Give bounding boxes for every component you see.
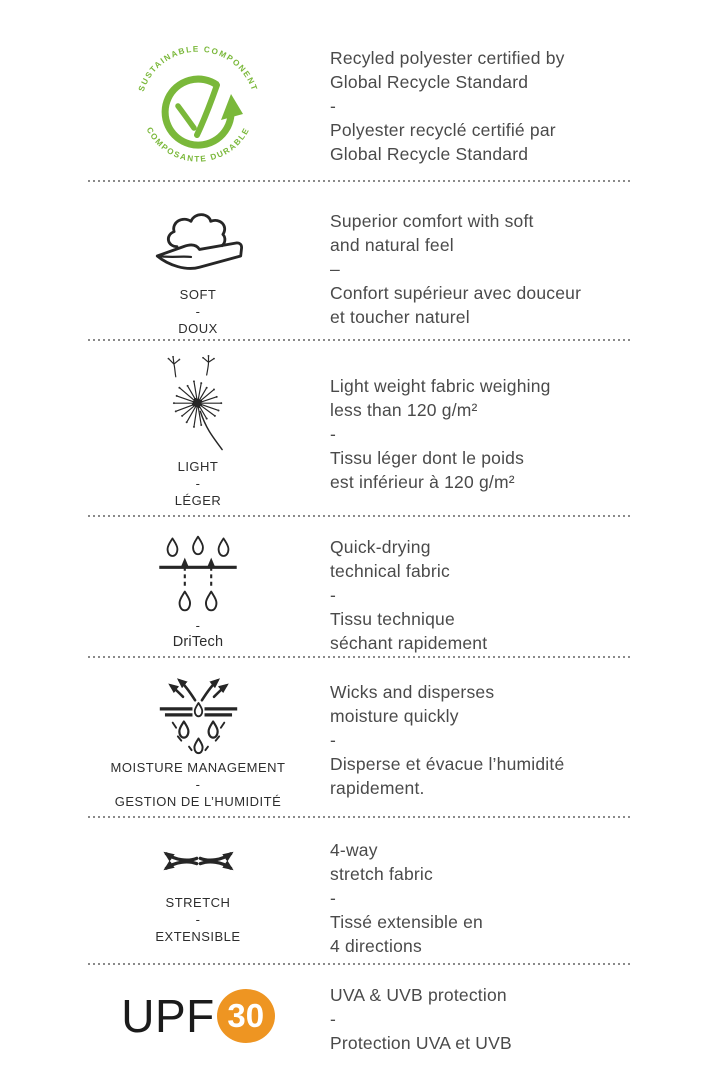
feature-text-line: Quick-drying (330, 537, 431, 557)
water-droplets-icon (154, 531, 242, 615)
feature-description (330, 182, 632, 339)
product-features-panel (88, 0, 632, 1080)
feature-text-line: Wicks and disperses (330, 682, 495, 702)
feature-text-line: Superior comfort with soft (330, 211, 534, 231)
icon-label: MOISTURE MANAGEMENT (110, 760, 286, 775)
stretch-arrows-icon (151, 836, 246, 886)
feature-text-line: et toucher naturel (330, 307, 470, 327)
feature-text-line: Polyester recyclé certifié par (330, 120, 556, 140)
feature-text-line: Tissé extensible en (330, 912, 483, 932)
feature-text-separator: - (330, 424, 337, 444)
icon-labels (155, 894, 240, 945)
arc-text-top: SUSTAINABLE COMPONENT (136, 44, 260, 93)
feature-description (330, 658, 632, 816)
feature-text-line: Recyled polyester certified by (330, 48, 565, 68)
moisture-arrows-icon (151, 671, 246, 757)
feature-text-line: Tissu technique (330, 609, 455, 629)
svg-text:SUSTAINABLE COMPONENT (137, 45, 259, 93)
feature-row-soft (88, 182, 632, 339)
feature-text-line: 4-way (330, 840, 378, 860)
feature-text-line: and natural feel (330, 235, 454, 255)
feature-text-line: est inférieur à 120 g/m² (330, 472, 515, 492)
icon-label: DOUX (178, 321, 218, 336)
feature-text-line: 4 directions (330, 936, 422, 956)
feature-description (330, 818, 632, 963)
icon-label-dash: - (195, 777, 201, 792)
feature-text-line: séchant rapidement (330, 633, 488, 653)
icon-labels (111, 759, 286, 810)
icon-label: SOFT (179, 287, 217, 302)
feature-text-line: technical fabric (330, 561, 450, 581)
feature-text-line: less than 120 g/m² (330, 400, 478, 420)
feature-text-line: Light weight fabric weighing (330, 376, 551, 396)
feature-description (330, 0, 632, 180)
upf30-logo (121, 989, 275, 1043)
arc-text-bottom: COMPOSANTE DURABLE (144, 125, 252, 164)
icon-labels (173, 617, 224, 651)
feature-description (330, 965, 632, 1080)
feature-row-sustainable (88, 0, 632, 180)
feature-row-upf (88, 965, 632, 1080)
icon-label-dash: - (195, 476, 201, 491)
feature-description (330, 517, 632, 656)
feature-text-line: Global Recycle Standard (330, 72, 529, 92)
icon-label-dash: - (195, 912, 201, 927)
icon-label: DriTech (172, 634, 224, 650)
feature-text-separator: – (330, 259, 340, 279)
feature-text-line: Confort supérieur avec douceur (330, 283, 582, 303)
feature-text-separator: - (330, 730, 337, 750)
feature-text-line: Protection UVA et UVB (330, 1033, 512, 1053)
upf-value-badge: 30 (217, 989, 275, 1043)
feature-row-stretch (88, 818, 632, 963)
feature-row-moisture (88, 658, 632, 816)
icon-label: LIGHT (177, 459, 219, 474)
icon-label: LÉGER (174, 493, 222, 508)
icon-label: GESTION DE L’HUMIDITÉ (114, 794, 282, 809)
icon-labels (175, 458, 222, 509)
feature-text-separator: - (330, 96, 337, 116)
feature-text-separator: - (330, 888, 337, 908)
icon-label: EXTENSIBLE (155, 929, 241, 944)
feature-text-line: Disperse et évacue l’humidité (330, 754, 565, 774)
icon-label: STRETCH (165, 895, 231, 910)
feature-description (330, 341, 632, 515)
hand-cloud-icon (146, 202, 251, 280)
feature-text-line: moisture quickly (330, 706, 459, 726)
feature-text-separator: - (330, 585, 337, 605)
feature-text-line: Global Recycle Standard (330, 144, 529, 164)
feature-row-dritech (88, 517, 632, 656)
feature-text-line: UVA & UVB protection (330, 985, 507, 1005)
feature-text-separator: - (330, 1009, 337, 1029)
feature-row-light (88, 341, 632, 515)
upf-label: UPF (121, 990, 215, 1042)
icon-label-dash: - (195, 618, 201, 633)
feature-text-line: rapidement. (330, 778, 425, 798)
feature-text-line: stretch fabric (330, 864, 433, 884)
icon-labels (178, 286, 218, 337)
feature-text-line: Tissu léger dont le poids (330, 448, 525, 468)
icon-label-dash: - (195, 304, 201, 319)
recycle-icon (133, 42, 263, 176)
dandelion-icon (151, 355, 246, 455)
